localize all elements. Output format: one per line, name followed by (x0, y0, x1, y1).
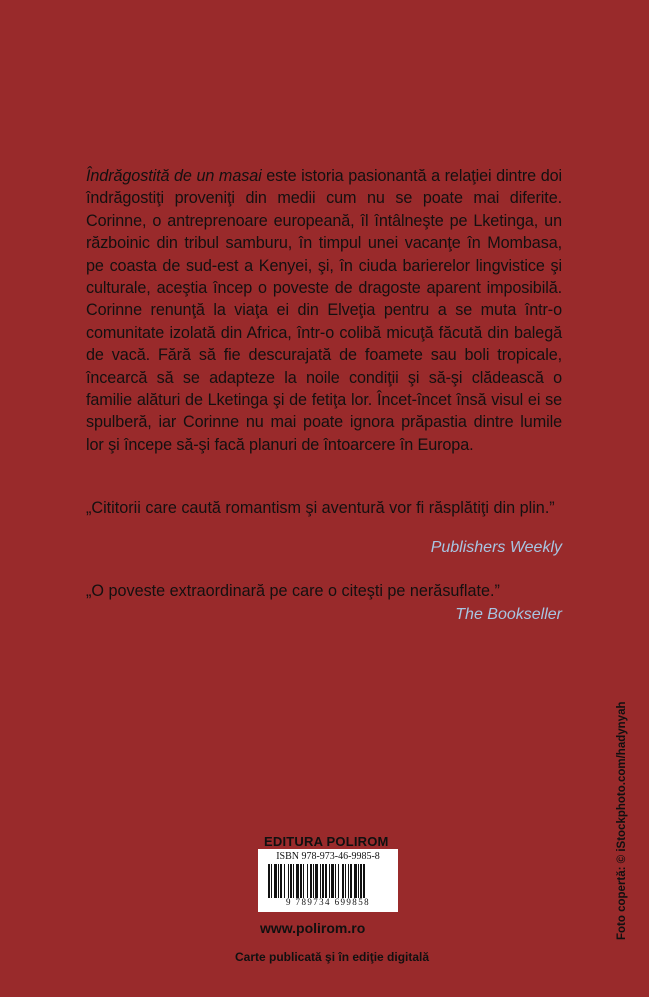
review-source-2: The Bookseller (455, 606, 562, 623)
barcode-digits: 9 789734 699858 (286, 897, 370, 907)
review-source-1: Publishers Weekly (430, 539, 562, 556)
publisher-website: www.polirom.ro (260, 920, 366, 936)
book-title: Îndrăgostită de un masai (86, 167, 262, 185)
isbn-barcode (258, 849, 398, 912)
description-text: este istoria pasionantă a relaţiei dintre doi îndrăgostiţi proveniţi din medii cum nu se poate mai diferite. Corinne, o antreprenoare europeană, îl întâlneşte pe Lketinga, un războinic din tribul samburu, în timpul unei vacanţe în Mombasa, pe coasta de sud-est a Kenyei, şi, în ciuda barierelor lingvistice şi culturale, aceştia încep o poveste de dragoste aparent imposibilă. Corinne renunţă la viaţa ei din Elveţia pentru a se muta într-o comunitate izolată din Africa, într-o colibă micuţă făcută din balegă de vacă. Fără să fie descurajată de foamete sau boli tropicale, încearcă să se adapteze la noile condiţii şi să-şi clădească o familie alături de Lketinga şi de fetiţa lor. Încet-încet însă visul ei se spulberă, iar Corinne nu mai poate ignora prăpastia dintre lumile lor şi începe să-şi facă planuri de întoarcere în Europa. (86, 167, 563, 454)
review-quote-2: „O poveste extraordinară pe care o citeşti pe nerăsuflate.” (86, 582, 500, 600)
barcode-bars (266, 864, 390, 898)
book-description (86, 165, 562, 456)
publisher-name: EDITURA POLIROM (264, 834, 389, 849)
digital-edition-note: Carte publicată şi în ediţie digitală (235, 950, 430, 964)
isbn-number: ISBN 978-973-46-9985-8 (276, 851, 380, 862)
review-quote-1: „Cititorii care caută romantism şi aventură vor fi răsplătiţi din plin.” (86, 499, 555, 517)
photo-credit: Foto copertă: © iStockphoto.com/hadynyah (616, 701, 628, 940)
